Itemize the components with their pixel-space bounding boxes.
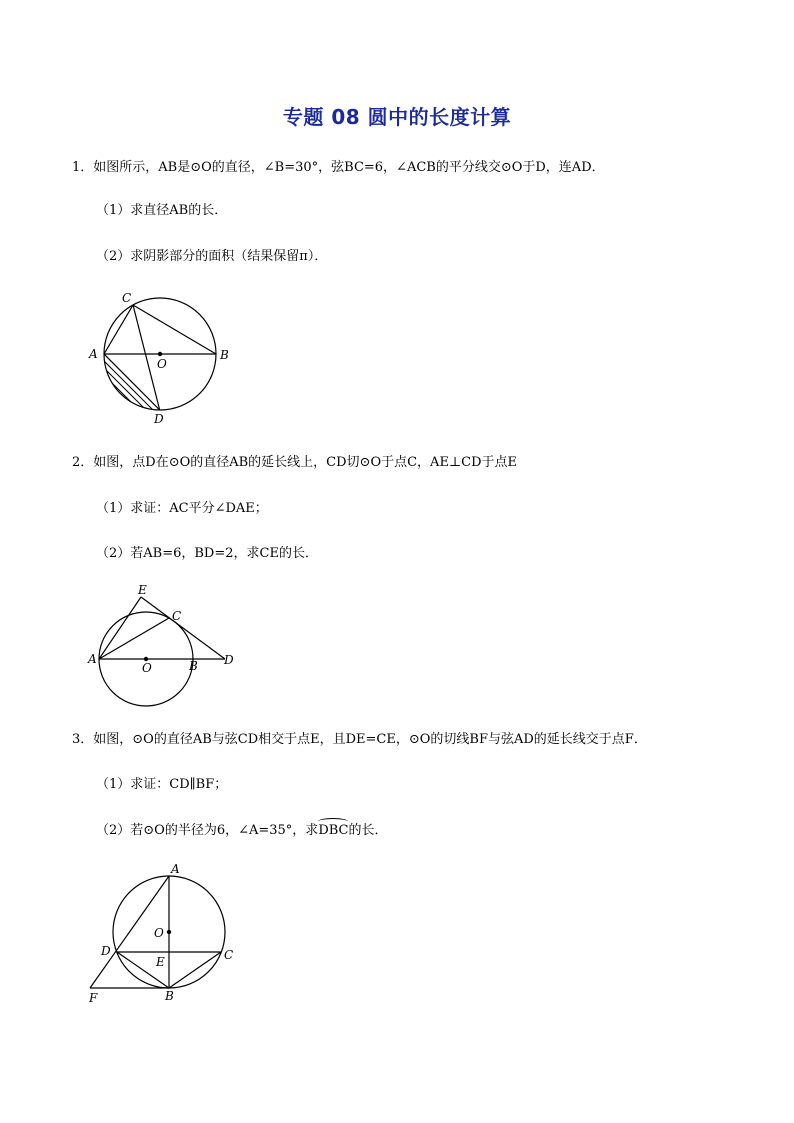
- q3-part2-pre: （2）若⊙O的半径为6，∠A=35°，求: [96, 823, 319, 838]
- q1-stem: 1．如图所示，AB是⊙O的直径，∠B=30°，弦BC=6，∠ACB的平分线交⊙O于D，连AD．: [72, 160, 605, 175]
- q3-label-e: E: [156, 955, 165, 969]
- page-title: 专题 08 圆中的长度计算: [282, 105, 512, 129]
- q1-shaded-region: [90, 326, 170, 448]
- q1-label-c: C: [122, 291, 132, 305]
- q3-label-c: C: [224, 948, 234, 962]
- q2-label-a: A: [88, 652, 97, 666]
- q2-part1: （1）求证：AC平分∠DAE；: [96, 501, 268, 516]
- q2-label-o: O: [142, 661, 152, 675]
- q3-label-d: D: [101, 944, 111, 958]
- q3-figure: [85, 860, 255, 1010]
- q3-stem: 3．如图，⊙O的直径AB与弦CD相交于点E，且DE=CE，⊙O的切线BF与弦AD的延长线交于点F．: [72, 732, 647, 747]
- q3-part1: （1）求证：CD∥BF；: [96, 777, 228, 792]
- q2-label-b: B: [189, 659, 198, 673]
- q3-center-dot: [167, 930, 171, 934]
- q2-label-d: D: [224, 653, 234, 667]
- q1-figure: [80, 285, 250, 430]
- q1-part2: （2）求阴影部分的面积（结果保留π）．: [96, 249, 328, 264]
- q1-label-a: A: [89, 347, 98, 361]
- q1-center-dot: [158, 352, 162, 356]
- q3-label-o: O: [154, 926, 164, 940]
- q1-label-d: D: [154, 412, 164, 426]
- q2-part2: （2）若AB=6，BD=2，求CE的长．: [96, 546, 318, 561]
- q3-part2: [96, 822, 388, 840]
- q3-part2-post: 的长．: [348, 823, 388, 838]
- q2-label-c: C: [172, 609, 182, 623]
- q3-arc-dbc: DBC: [318, 823, 349, 838]
- q2-figure: [85, 580, 245, 700]
- q1-label-o: O: [157, 357, 167, 371]
- q2-stem: 2．如图，点D在⊙O的直径AB的延长线上，CD切⊙O于点C，AE⊥CD于点E: [72, 455, 518, 470]
- q2-label-e: E: [138, 583, 147, 597]
- q1-label-b: B: [220, 348, 229, 362]
- q3-label-f: F: [89, 991, 98, 1005]
- q3-label-a: A: [171, 862, 180, 876]
- q1-part1: （1）求直径AB的长．: [96, 203, 228, 218]
- q3-label-b: B: [165, 989, 174, 1003]
